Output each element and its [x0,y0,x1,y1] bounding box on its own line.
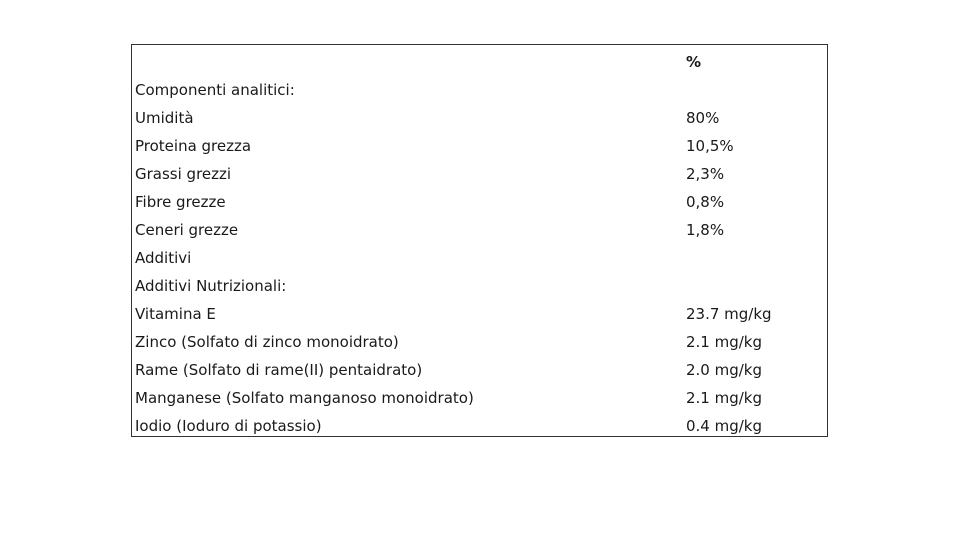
row-label: Additivi [135,249,192,267]
row-value: 1,8% [686,221,725,239]
table-row [132,356,827,384]
header-percent: % [686,53,702,71]
table-row [132,384,827,412]
table-row [132,132,827,160]
row-value: 0.4 mg/kg [686,417,763,435]
row-label: Manganese (Solfato manganoso monoidrato) [135,389,474,407]
nutrition-table [131,44,828,437]
table-row [132,272,827,300]
row-value: 0,8% [686,193,725,211]
table-row [132,328,827,356]
row-value: 2.1 mg/kg [686,389,763,407]
row-value: 2,3% [686,165,725,183]
row-label: Componenti analitici: [135,81,295,99]
row-label: Vitamina E [135,305,216,323]
row-label: Umidità [135,109,194,127]
row-label: Ceneri grezze [135,221,239,239]
row-value: 2.1 mg/kg [686,333,763,351]
row-label: Fibre grezze [135,193,226,211]
row-label: Iodio (Ioduro di potassio) [135,417,322,435]
row-label: Zinco (Solfato di zinco monoidrato) [135,333,399,351]
table-header-row [132,48,827,76]
row-label: Grassi grezzi [135,165,232,183]
table-row [132,188,827,216]
table-row [132,244,827,272]
row-label: Additivi Nutrizionali: [135,277,287,295]
table-row [132,412,827,440]
row-label: Proteina grezza [135,137,252,155]
row-label: Rame (Solfato di rame(II) pentaidrato) [135,361,423,379]
table-row [132,216,827,244]
table-row [132,160,827,188]
row-value: 2.0 mg/kg [686,361,763,379]
row-value: 80% [686,109,720,127]
row-value: 23.7 mg/kg [686,305,772,323]
row-value: 10,5% [686,137,734,155]
table-row [132,76,827,104]
table-row [132,104,827,132]
table-row [132,300,827,328]
